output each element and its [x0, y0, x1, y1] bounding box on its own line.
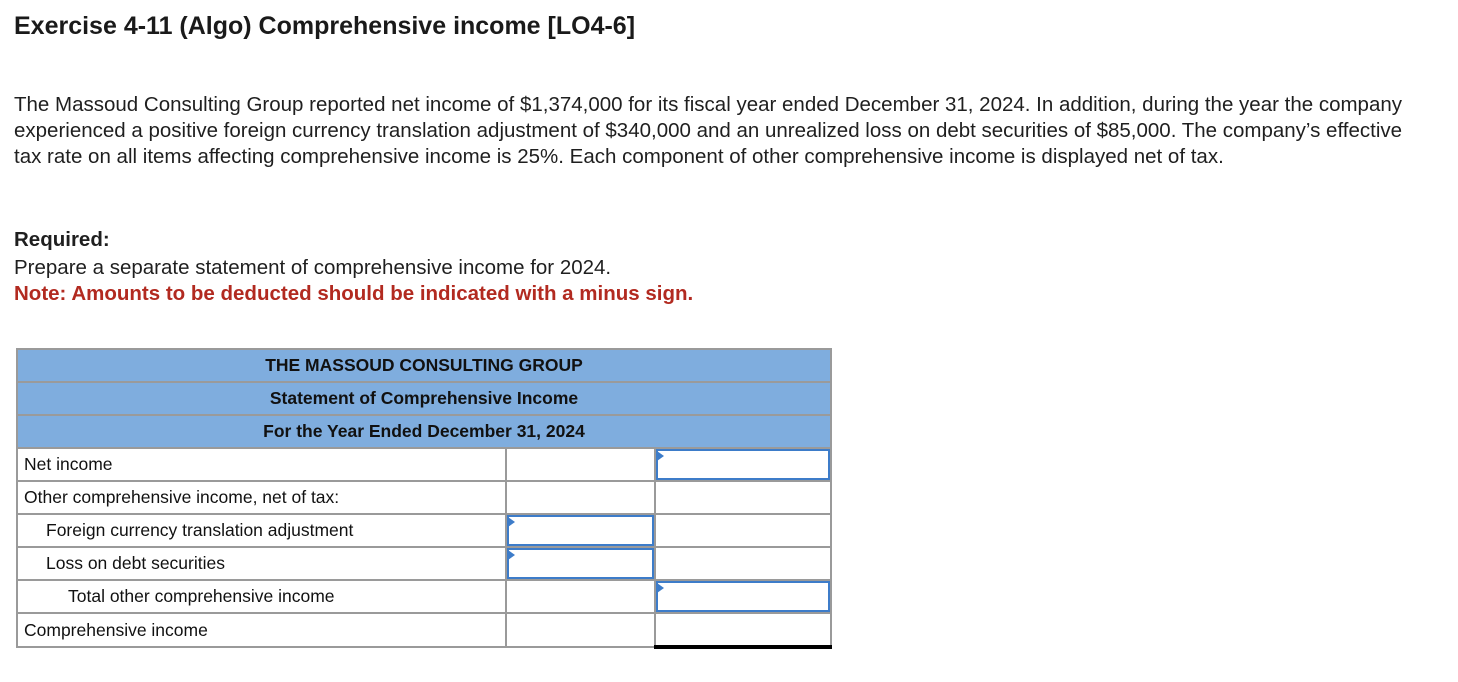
required-heading: Required: — [14, 228, 110, 251]
input-marker-icon — [508, 517, 515, 527]
exercise-title: Exercise 4-11 (Algo) Comprehensive income [LO4-6] — [14, 12, 636, 40]
statement-name: Statement of Comprehensive Income — [17, 382, 831, 415]
minus-sign-note: Note: Amounts to be deducted should be indicated with a minus sign. — [14, 282, 694, 305]
statement-header-title-row — [17, 382, 831, 415]
foreign-currency-input[interactable] — [507, 515, 655, 546]
table-row-loss-debt — [17, 547, 831, 580]
empty-cell — [655, 547, 831, 580]
comprehensive-income-total-cell — [655, 613, 831, 647]
row-label: Comprehensive income — [17, 613, 506, 647]
table-row-oci-heading — [17, 481, 831, 514]
net-income-input[interactable] — [656, 449, 830, 480]
row-label: Other comprehensive income, net of tax: — [17, 481, 506, 514]
row-label: Loss on debt securities — [17, 547, 506, 580]
statement-period: For the Year Ended December 31, 2024 — [17, 415, 831, 448]
empty-cell — [655, 514, 831, 547]
empty-cell — [506, 613, 656, 647]
loss-debt-securities-input[interactable] — [507, 548, 655, 579]
empty-cell — [655, 481, 831, 514]
input-marker-icon — [508, 550, 515, 560]
table-row-total-oci — [17, 580, 831, 613]
total-oci-cell — [655, 580, 831, 613]
empty-cell — [506, 580, 656, 613]
empty-cell — [506, 448, 656, 481]
input-marker-icon — [657, 451, 664, 461]
problem-statement: The Massoud Consulting Group reported net income of $1,374,000 for its fiscal year ended December 31, 2024. In addition, during the year the company experienced a positive foreign currency translation adjustment of $340,000 and an unrealized loss on debt securities of $85,000. The company’s effective tax rate on all items affecting comprehensive income is 25%. Each component of other comprehensive income is displayed net of tax. — [14, 93, 1403, 168]
net-income-cell — [655, 448, 831, 481]
table-row-comprehensive-income — [17, 613, 831, 647]
input-marker-icon — [657, 583, 664, 593]
row-label: Net income — [17, 448, 506, 481]
statement-header-company-row — [17, 349, 831, 382]
company-name: THE MASSOUD CONSULTING GROUP — [17, 349, 831, 382]
foreign-currency-cell — [506, 514, 656, 547]
row-label: Foreign currency translation adjustment — [17, 514, 506, 547]
loss-debt-cell — [506, 547, 656, 580]
required-instruction: Prepare a separate statement of comprehensive income for 2024. — [14, 256, 612, 279]
empty-cell — [506, 481, 656, 514]
table-row-foreign-currency — [17, 514, 831, 547]
statement-header-period-row — [17, 415, 831, 448]
total-oci-input[interactable] — [656, 581, 830, 612]
table-row-net-income — [17, 448, 831, 481]
comprehensive-income-statement — [16, 348, 832, 649]
row-label: Total other comprehensive income — [17, 580, 506, 613]
